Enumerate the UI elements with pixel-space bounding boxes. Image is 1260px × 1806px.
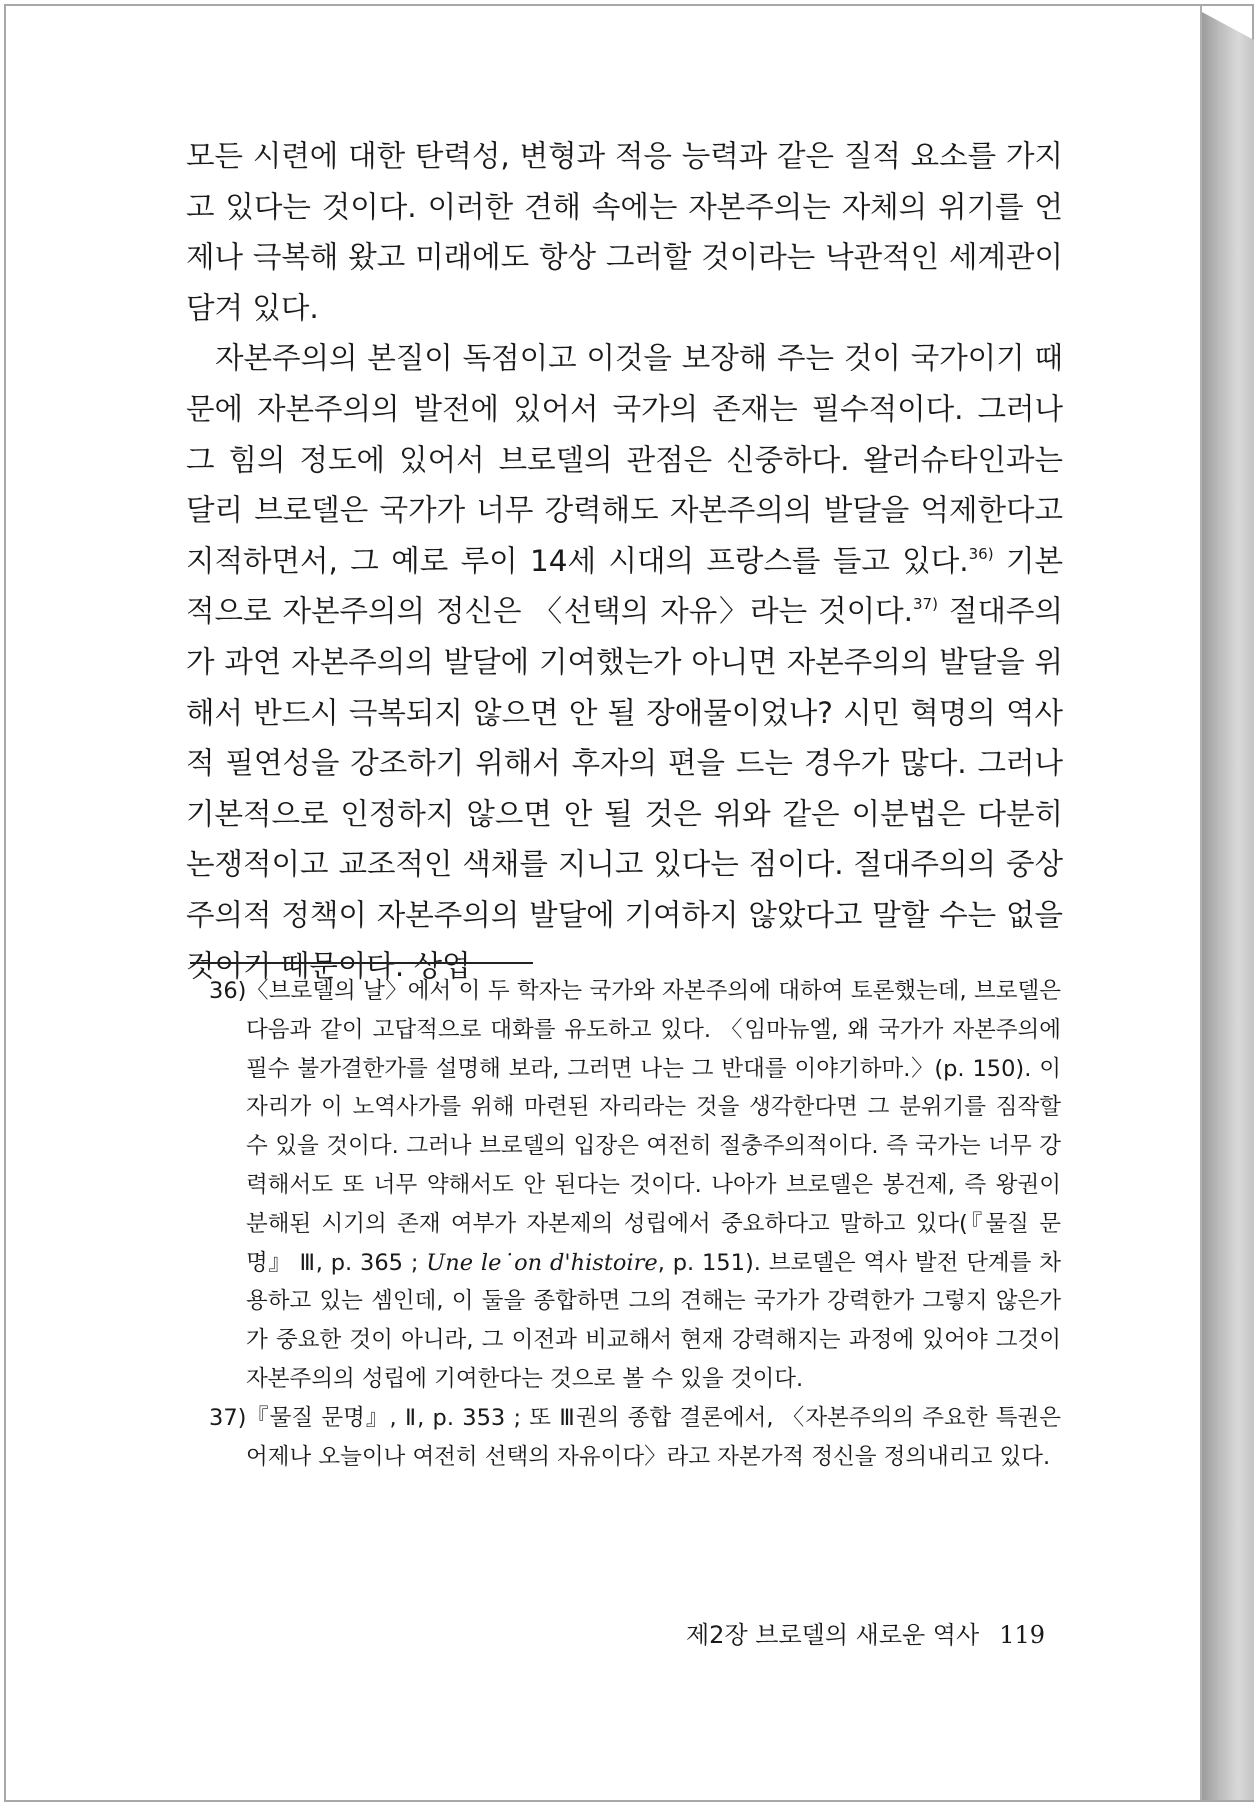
footnote-divider [190,962,533,964]
page-frame [4,4,1254,1802]
footnote-italic-title: Une le˙on d'histoire [426,1249,658,1276]
footnote-text: 〈브로델의 날〉에서 이 두 학자는 국가와 자본주의에 대하여 토론했는데, 브로델은 다음과 같이 고답적으로 대화를 유도하고 있다. 〈임마뉴엘, 왜 국가가 자본주의에 필수 불가결한가를 설명해 보라, 그러면 나는 그 반대를 이야기하마.〉(p. 150). 이 자리가 이 노역사가를 위해 마련된 자리라는 것을 생각한다면 그 분위기를 짐작할 수 있을 것이다. 그러나 브로델의 입장은 여전히 절충주의적이다. 즉 국가는 너무 강력해서도 또 너무 약해서도 안 된다는 것이다. 나아가 브로델은 봉건제, 즉 왕권이 분해된 시기의 존재 여부가 자본제의 성립에서 중요하다고 말하고 있다(『물질 문명』 Ⅲ, p. 365 ; [246,978,1061,1276]
chapter-title: 제2장 브로델의 새로운 역사 [686,1621,980,1649]
footnote-number: 37) [209,1404,247,1431]
page-number: 119 [999,1621,1045,1649]
paragraph-2-part-2: 기본적으로 자본주의의 정신은 〈선택의 자유〉라는 것이다. [186,543,1063,629]
paragraph-2-part-1: 자본주의의 본질이 독점이고 이것을 보장해 주는 것이 국가이기 때문에 자본주의의 발전에 있어서 국가의 존재는 필수적이다. 그러나 그 힘의 정도에 있어서 브로델의 관점은 신중하다. 왈러슈타인과는 달리 브로델은 국가가 너무 강력해도 자본주의의 발달을 억제한다고 지적하면서, 그 예로 루이 14세 시대의 프랑스를 들고 있다. [186,341,1063,578]
body-text [186,131,1063,991]
footnote-text: 『물질 문명』, Ⅱ, p. 353 ; 또 Ⅲ권의 종합 결론에서, 〈자본주의의 주요한 특권은 어제나 오늘이나 여전히 선택의 자유이다〉라고 자본가적 정신을 정의내리고 있다. [246,1404,1061,1470]
paragraph-1: 모든 시련에 대한 탄력성, 변형과 적응 능력과 같은 질적 요소를 가지고 있다는 것이다. 이러한 견해 속에는 자본주의는 자체의 위기를 언제나 극복해 왔고 미래에도 항상 그러할 것이라는 낙관적인 세계관이 담겨 있다. [186,139,1063,325]
footnote-ref-37[interactable]: 37) [913,595,938,614]
paragraph-2 [186,333,1063,991]
footnote-ref-36[interactable]: 36) [968,544,994,563]
running-footer [686,1615,1045,1650]
footnote-number: 36) [209,978,247,1004]
footnote-37 [209,1399,1061,1477]
footnote-36 [209,972,1061,1399]
footnote-text-continued: , p. 151). 브로델은 역사 발전 단계를 차용하고 있는 셈인데, 이 둘을 종합하면 그의 견해는 국가가 강력한가 그렇지 않은가가 중요한 것이 아니라, 그 이전과 비교해서 현재 강력해지는 과정에 있어야 그것이 자본주의의 성립에 기여한다는 것으로 볼 수 있을 것이다. [246,1249,1061,1392]
paragraph-2-part-3: 절대주의가 과연 자본주의의 발달에 기여했는가 아니면 자본주의의 발달을 위해서 반드시 극복되지 않으면 안 될 장애물이었나? 시민 혁명의 역사적 필연성을 강조하기 위해서 후자의 편을 드는 경우가 많다. 그러나 기본적으로 인정하지 않으면 안 될 것은 위와 같은 이분법은 다분히 논쟁적이고 교조적인 색채를 지니고 있다는 점이다. 절대주의의 중상주의적 정책이 자본주의의 발달에 기여하지 않았다고 말할 수는 없을 것이기 때문이다. 상업 [186,594,1063,983]
page-edge-shadow [1202,12,1254,1800]
footnotes [209,972,1061,1476]
book-page [6,6,1202,1800]
